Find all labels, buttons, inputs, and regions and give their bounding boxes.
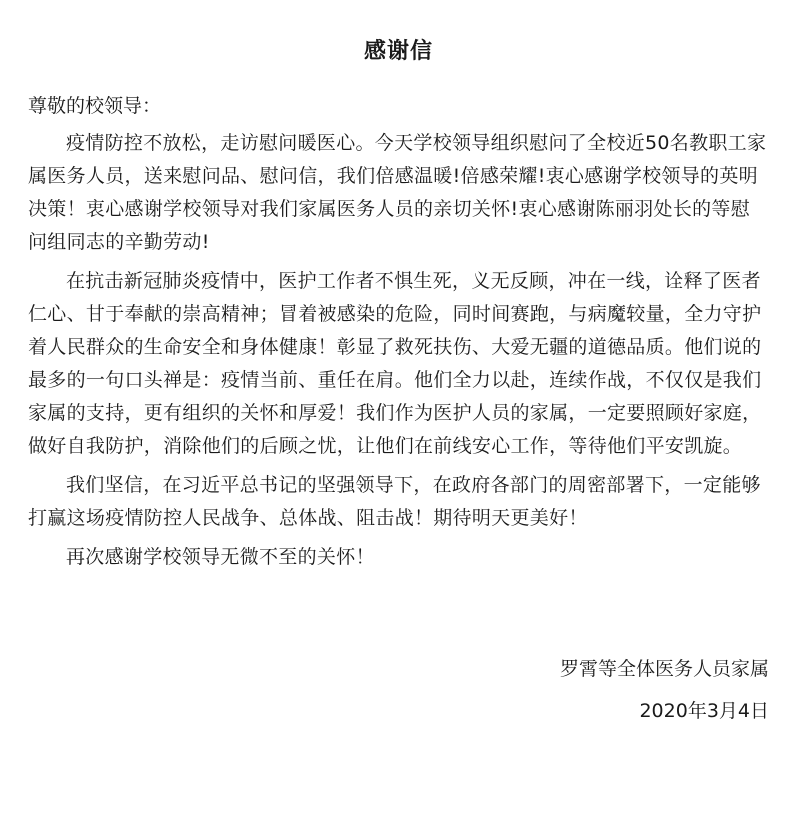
letter-signature: 罗霄等全体医务人员家属: [559, 658, 769, 680]
letter-salutation: 尊敬的校领导：: [28, 95, 162, 117]
letter-signature-block: [560, 648, 769, 732]
letter-title: 感谢信: [363, 39, 433, 64]
letter-date: 2020年3月4日: [639, 700, 769, 722]
letter-body: [28, 127, 769, 574]
letter-paragraph: 我们坚信，在习近平总书记的坚强领导下，在政府各部门的周密部署下，一定能够打赢这场疫情防控人民战争、总体战、阻击战！期待明天更美好！: [28, 474, 761, 529]
letter-paragraph: 在抗击新冠肺炎疫情中，医护工作者不惧生死，义无反顾，冲在一线，诠释了医者仁心、甘于奉献的崇高精神；冒着被感染的危险，同时间赛跑，与病魔较量，全力守护着人民群众的生命安全和身体健康！彰显了救死扶伤、大爱无疆的道德品质。他们说的最多的一句口头禅是：疫情当前、重任在肩。他们全力以赴，连续作战，不仅仅是我们家属的支持，更有组织的关怀和厚爱！我们作为医护人员的家属，一定要照顾好家庭，做好自我防护，消除他们的后顾之忧，让他们在前线安心工作，等待他们平安凯旋。: [28, 270, 762, 457]
letter-paragraph: 疫情防控不放松，走访慰问暖医心。今天学校领导组织慰问了全校近50名教职工家属医务人员，送来慰问品、慰问信，我们倍感温暖!倍感荣耀!衷心感谢学校领导的英明决策！衷心感谢学校领导对我们家属医务人员的亲切关怀!衷心感谢陈丽羽处长的等慰问组同志的辛勤劳动!: [28, 132, 767, 253]
letter-paragraph: 再次感谢学校领导无微不至的关怀！: [66, 546, 375, 568]
